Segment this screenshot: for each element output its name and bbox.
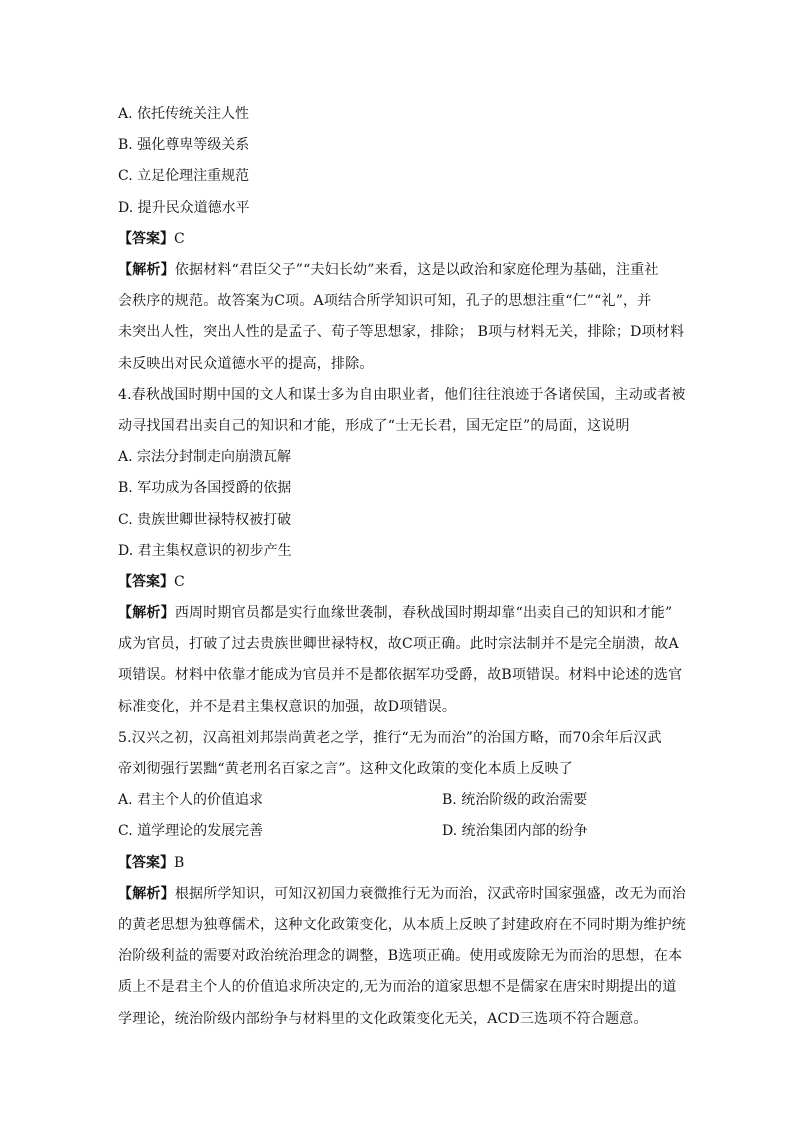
q3-analysis-line <box>118 260 688 280</box>
q5-option-d: D. 统治集团内部的纷争 <box>442 823 588 839</box>
q3-option-d: D. 提升民众道德水平 <box>118 200 250 216</box>
q5-analysis-line: 的黄老思想为独尊儒术，这种文化政策变化，从本质上反映了封建政府在不同时期为维护统 <box>118 917 686 933</box>
q4-analysis-line: 标准变化，并不是君主集权意识的加强，故D项错误。 <box>118 699 457 715</box>
analysis-label: 【解析】 <box>118 605 175 621</box>
q3-analysis-line: 会秩序的规范。故答案为C项。A项结合所学知识可知，孔子的思想注重“仁”“礼”，并 <box>118 293 652 309</box>
q4-option-c: C. 贵族世卿世禄特权被打破 <box>118 512 292 528</box>
q3-analysis-line: 未突出人性，突出人性的是孟子、荀子等思想家，排除； B项与材料无关，排除；D项材料 <box>118 324 685 340</box>
q5-option-c: C. 道学理论的发展完善 <box>118 823 264 839</box>
analysis-label: 【解析】 <box>118 262 175 278</box>
analysis-text: 根据所学知识，可知汉初国力衰微推行无为而治，汉武帝时国家强盛，改无为而治 <box>174 886 687 902</box>
q4-analysis-line: 项错误。材料中依靠才能成为官员并不是都依据军功受爵，故B项错误。材料中论述的选官 <box>118 667 683 683</box>
q4-analysis-line: 成为官员，打破了过去贵族世卿世禄特权，故C项正确。此时宗法制并不是完全崩溃，故A <box>118 636 679 652</box>
answer-value: C <box>174 231 185 247</box>
q3-answer <box>118 229 688 249</box>
q5-analysis-line: 学理论，统治阶级内部纷争与材料里的文化政策变化无关，ACD三选项不符合题意。 <box>118 1011 648 1027</box>
answer-label: 【答案】 <box>118 574 174 590</box>
analysis-label: 【解析】 <box>118 886 175 902</box>
q3-option-b: B. 强化尊卑等级关系 <box>118 137 250 153</box>
q5-option-a: A. 君主个人的价值追求 <box>118 792 264 808</box>
q5-answer <box>118 853 688 873</box>
q3-option-c: C. 立足伦理注重规范 <box>118 168 250 184</box>
analysis-text: 西周时期官员都是实行血缘世袭制，春秋战国时期却靠“出卖自己的知识和才能” <box>174 605 673 621</box>
answer-value: B <box>174 855 185 871</box>
answer-label: 【答案】 <box>118 231 174 247</box>
q4-analysis-line <box>118 603 688 623</box>
q3-option-a: A. 依托传统关注人性 <box>118 106 250 122</box>
q4-option-a: A. 宗法分封制走向崩溃瓦解 <box>118 449 292 465</box>
answer-label: 【答案】 <box>118 855 174 871</box>
q4-option-b: B. 军功成为各国授爵的依据 <box>118 480 292 496</box>
q5-analysis-line <box>118 884 688 904</box>
q3-analysis-line: 未反映出对民众道德水平的提高，排除。 <box>118 356 374 372</box>
q4-answer <box>118 572 688 592</box>
q5-stem-line: 5.汉兴之初，汉高祖刘邦崇尚黄老之学，推行“无为而治”的治国方略，而70余年后汉武 <box>118 730 662 746</box>
q5-analysis-line: 治阶级利益的需要对政治统治理念的调整，B选项正确。使用或废除无为而治的思想，在本 <box>118 948 683 964</box>
q4-stem-line: 动寻找国君出卖自己的知识和才能，形成了“士无长君，国无定臣”的局面，这说明 <box>118 418 630 434</box>
q5-analysis-line: 质上不是君主个人的价值追求所决定的,无为而治的道家思想不是儒家在唐宋时期提出的道 <box>118 979 677 995</box>
q5-option-b: B. 统治阶级的政治需要 <box>442 792 588 808</box>
q4-option-d: D. 君主集权意识的初步产生 <box>118 543 292 559</box>
q5-stem-line: 帝刘彻强行罢黜“黄老刑名百家之言”。这种文化政策的变化本质上反映了 <box>118 761 573 777</box>
answer-value: C <box>174 574 185 590</box>
q4-stem-line: 4.春秋战国时期中国的文人和谋士多为自由职业者，他们往往浪迹于各诸侯国，主动或者被 <box>118 387 686 403</box>
analysis-text: 依据材料“君臣父子”“夫妇长幼”来看，这是以政治和家庭伦理为基础，注重社 <box>174 262 659 278</box>
